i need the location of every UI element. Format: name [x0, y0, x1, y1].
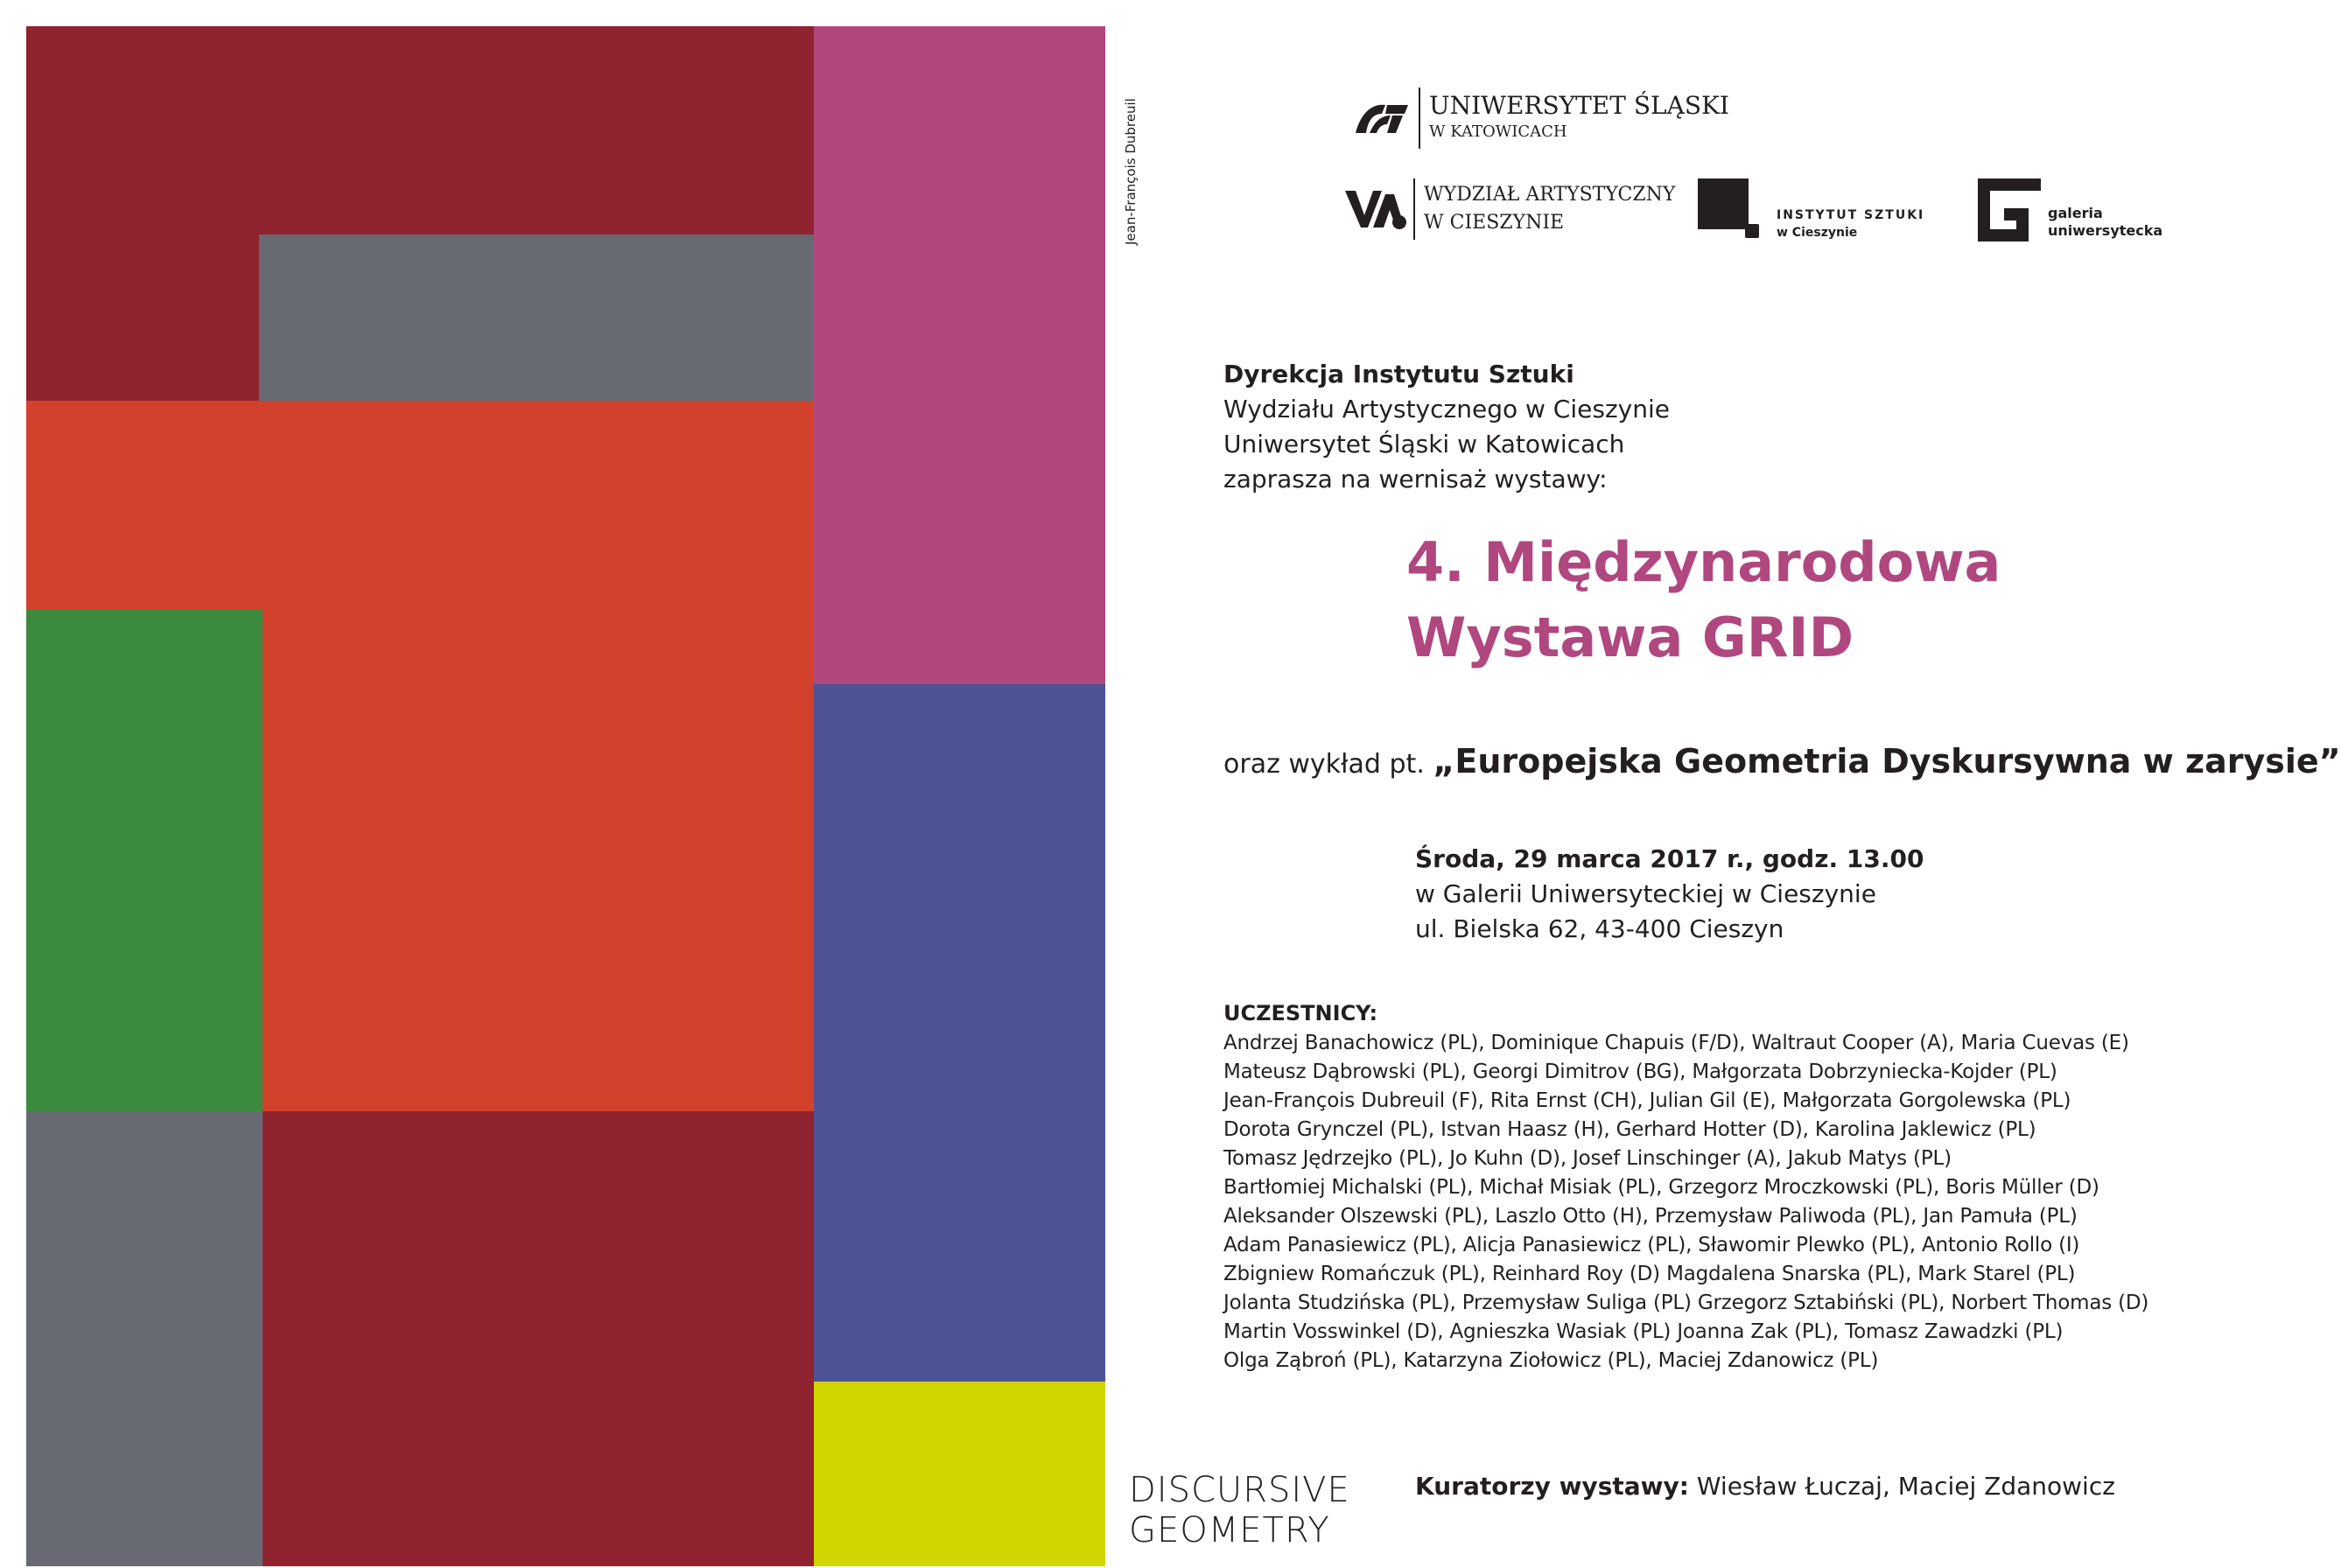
is-emblem-icon [1698, 178, 1761, 242]
participants-heading: UCZESTNICY: [1223, 1001, 1378, 1026]
lecture-prefix: oraz wykład pt. [1223, 749, 1425, 780]
invitation-line-3: Uniwersytet Śląski w Katowicach [1223, 430, 1625, 458]
curators [1415, 1472, 2115, 1501]
logo-galeria-uniwersytecka [1978, 178, 2163, 245]
participant-line: Dorota Grynczel (PL), Istvan Haasz (H), Gerhard Hotter (D), Karolina Jaklewicz (PL) [1223, 1118, 2036, 1141]
wa-city: W CIESZYNIE [1424, 212, 1565, 234]
block-gray-bottom [26, 1111, 263, 1566]
participant-line: Zbigniew Romańczuk (PL), Reinhard Roy (D) Magdalena Snarska (PL), Mark Starel (PL) [1223, 1263, 2076, 1285]
logo-instytut-sztuki [1698, 178, 1925, 245]
curators-names: Wiesław Łuczaj, Maciej Zdanowicz [1696, 1472, 2115, 1501]
invitation [1223, 357, 1670, 497]
participant-line: Aleksander Olszewski (PL), Laszlo Otto (H), Przemysław Paliwoda (PL), Jan Pamuła (PL) [1223, 1205, 2078, 1228]
dg-line-2: GEOMETRY [1129, 1510, 1330, 1550]
curators-label: Kuratorzy wystawy: [1415, 1472, 1689, 1501]
block-magenta [814, 26, 1105, 684]
wa-emblem-icon [1343, 184, 1408, 233]
event-venue: w Galerii Uniwersyteckiej w Cieszynie [1415, 879, 1876, 908]
artwork-credit: Jean-François Dubreuil [1123, 98, 1139, 245]
lecture [1223, 742, 2341, 780]
gu-name: galeria [2048, 205, 2103, 221]
event-date-time: Środa, 29 marca 2017 r., godz. 13.00 [1415, 844, 1924, 873]
is-city: w Cieszynie [1777, 226, 1858, 240]
invitation-line-1: Dyrekcja Instytutu Sztuki [1223, 360, 1574, 388]
title-line-2: Wystawa GRID [1406, 606, 1854, 669]
participant-line: Martin Vosswinkel (D), Agnieszka Wasiak (PL) Joanna Zak (PL), Tomasz Zawadzki (PL) [1223, 1320, 2064, 1343]
title-line-1: 4. Międzynarodowa [1406, 530, 2001, 594]
invitation-line-4: zaprasza na wernisaż wystawy: [1223, 465, 1608, 494]
discursive-geometry-logo [1129, 1470, 1350, 1550]
participant-line: Adam Panasiewicz (PL), Alicja Panasiewicz (PL), Sławomir Plewko (PL), Antonio Rollo (I) [1223, 1234, 2080, 1256]
block-gray-top [259, 234, 814, 401]
artwork [0, 0, 1116, 1568]
us-name: UNIWERSYTET ŚLĄSKI [1429, 91, 1729, 120]
us-city: W KATOWICACH [1429, 122, 1567, 141]
participant-line: Tomasz Jędrzejko (PL), Jo Kuhn (D), Josef Linschinger (A), Jakub Matys (PL) [1223, 1147, 1952, 1170]
participant-line: Andrzej Banachowicz (PL), Dominique Chapuis (F/D), Waltraut Cooper (A), Maria Cuevas (E) [1223, 1032, 2129, 1054]
block-green [26, 610, 263, 1111]
participant-line: Jean-François Dubreuil (F), Rita Ernst (CH), Julian Gil (E), Małgorzata Gorgolewska (PL) [1223, 1089, 2071, 1112]
invitation-line-2: Wydziału Artystycznego w Cieszynie [1223, 395, 1670, 424]
participant-line: Mateusz Dąbrowski (PL), Georgi Dimitrov (BG), Małgorzata Dobrzyniecka-Kojder (PL) [1223, 1060, 2057, 1083]
logo-uniwersytet-slaski [1352, 88, 1729, 149]
is-name: INSTYTUT SZTUKI [1777, 208, 1925, 222]
event-address: ul. Bielska 62, 43-400 Cieszyn [1415, 914, 1784, 943]
block-yellow [814, 1382, 1105, 1566]
participant-line: Olga Ząbroń (PL), Katarzyna Ziołowicz (PL), Maciej Zdanowicz (PL) [1223, 1349, 1879, 1372]
gu-emblem-icon [1978, 178, 2043, 243]
wa-name: WYDZIAŁ ARTYSTYCZNY [1424, 184, 1676, 206]
exhibition-title [1406, 525, 2001, 676]
us-emblem-icon [1352, 94, 1412, 140]
participant-line: Bartłomiej Michalski (PL), Michał Misiak (PL), Grzegorz Mroczkowski (PL), Boris Müller (D) [1223, 1176, 2099, 1199]
block-crimson-bottom [263, 1111, 814, 1566]
participants [1223, 1001, 2148, 1376]
gu-name-2: uniwersytecka [2048, 222, 2163, 239]
logo-wydzial-artystyczny [1343, 175, 1676, 243]
participant-line: Jolanta Studzińska (PL), Przemysław Suliga (PL) Grzegorz Sztabiński (PL), Norbert Thomas (D) [1223, 1292, 2149, 1314]
lecture-title: „Europejska Geometria Dyskursywna w zarysie” [1433, 742, 2341, 780]
block-blue [814, 684, 1105, 1382]
event-details [1415, 842, 1924, 947]
dg-line-1: DISCURSIVE [1129, 1470, 1350, 1510]
